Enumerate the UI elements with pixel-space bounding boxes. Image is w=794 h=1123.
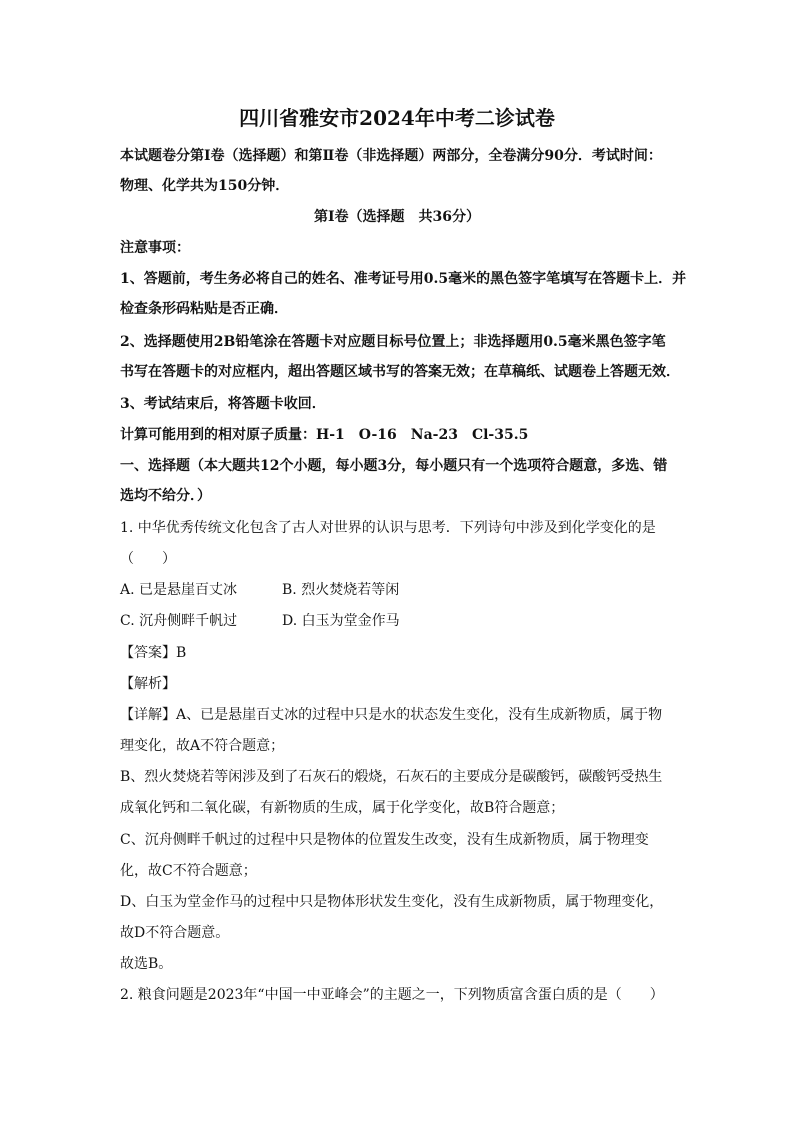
page-title: 四川省雅安市2024年中考二诊试卷	[239, 106, 555, 130]
q1-bracket: （ ）	[120, 551, 176, 567]
q1-explanation-line-6: 化，故C不符合题意；	[120, 863, 257, 879]
note-line-3: 2、选择题使用2B铅笔涂在答题卡对应题目标号位置上；非选择题用0.5毫米黑色签字笔	[120, 334, 666, 350]
note-line-4: 书写在答题卡的对应框内，超出答题区域书写的答案无效；在草稿纸、试题卷上答题无效．	[120, 364, 680, 380]
notes-heading: 注意事项：	[120, 240, 190, 256]
q1-analysis-heading: 【解析】	[120, 676, 176, 692]
q1-option-a: A. 已是悬崖百丈冰	[120, 582, 238, 598]
note-line-5: 3、考试结束后，将答题卡收回．	[120, 396, 326, 412]
note-line-1: 1、答题前，考生务必将自己的姓名、准考证号用0.5毫米的黑色签字笔填写在答题卡上．并	[120, 271, 687, 287]
atomic-mass-line: 计算可能用到的相对原子质量：H-1 O-16 Na-23 Cl-35.5	[120, 427, 529, 443]
q1-explanation-line-9: 故选B。	[120, 956, 173, 972]
intro-line-1: 本试题卷分第I卷（选择题）和第Ⅱ卷（非选择题）两部分，全卷满分90分．考试时间：	[120, 148, 662, 164]
q1-explanation-line-8: 故D不符合题意。	[120, 925, 230, 941]
q1-explanation-line-2: 理变化，故A不符合题意；	[120, 738, 285, 754]
note-line-2: 检查条形码粘贴是否正确．	[120, 301, 288, 317]
intro-line-2: 物理、化学共为150分钟．	[120, 178, 290, 194]
q2-stem: 2. 粮食问题是2023年“中国一中亚峰会”的主题之一，下列物质富含蛋白质的是（ ）	[120, 987, 664, 1003]
q1-explanation-line-4: 成氧化钙和二氧化碳，有新物质的生成，属于化学变化，故B符合题意；	[120, 800, 565, 816]
q1-option-d: D. 白玉为堂金作马	[282, 613, 400, 629]
section-one-heading: 第I卷（选择题 共36分）	[313, 209, 481, 225]
q1-option-c: C. 沉舟侧畔千帆过	[120, 613, 238, 629]
q1-explanation-line-5: C、沉舟侧畔千帆过的过程中只是物体的位置发生改变，没有生成新物质，属于物理变	[120, 832, 649, 848]
q1-explanation-line-3: B、烈火焚烧若等闲涉及到了石灰石的煅烧，石灰石的主要成分是碳酸钙，碳酸钙受热生	[120, 769, 663, 785]
q1-answer: 【答案】B	[120, 645, 187, 661]
q1-option-b: B. 烈火焚烧若等闲	[282, 582, 400, 598]
part-one-line-1: 一、选择题（本大题共12个小题，每小题3分，每小题只有一个选项符合题意，多选、错	[120, 458, 668, 474]
q1-stem: 1. 中华优秀传统文化包含了古人对世界的认识与思考．下列诗句中涉及到化学变化的是	[120, 520, 656, 536]
q1-explanation-line-1: 【详解】A、已是悬崖百丈冰的过程中只是水的状态发生变化，没有生成新物质，属于物	[120, 707, 663, 723]
part-one-line-2: 选均不给分．）	[120, 488, 211, 504]
q1-explanation-line-7: D、白玉为堂金作马的过程中只是物体形状发生变化，没有生成新物质，属于物理变化，	[120, 894, 664, 910]
